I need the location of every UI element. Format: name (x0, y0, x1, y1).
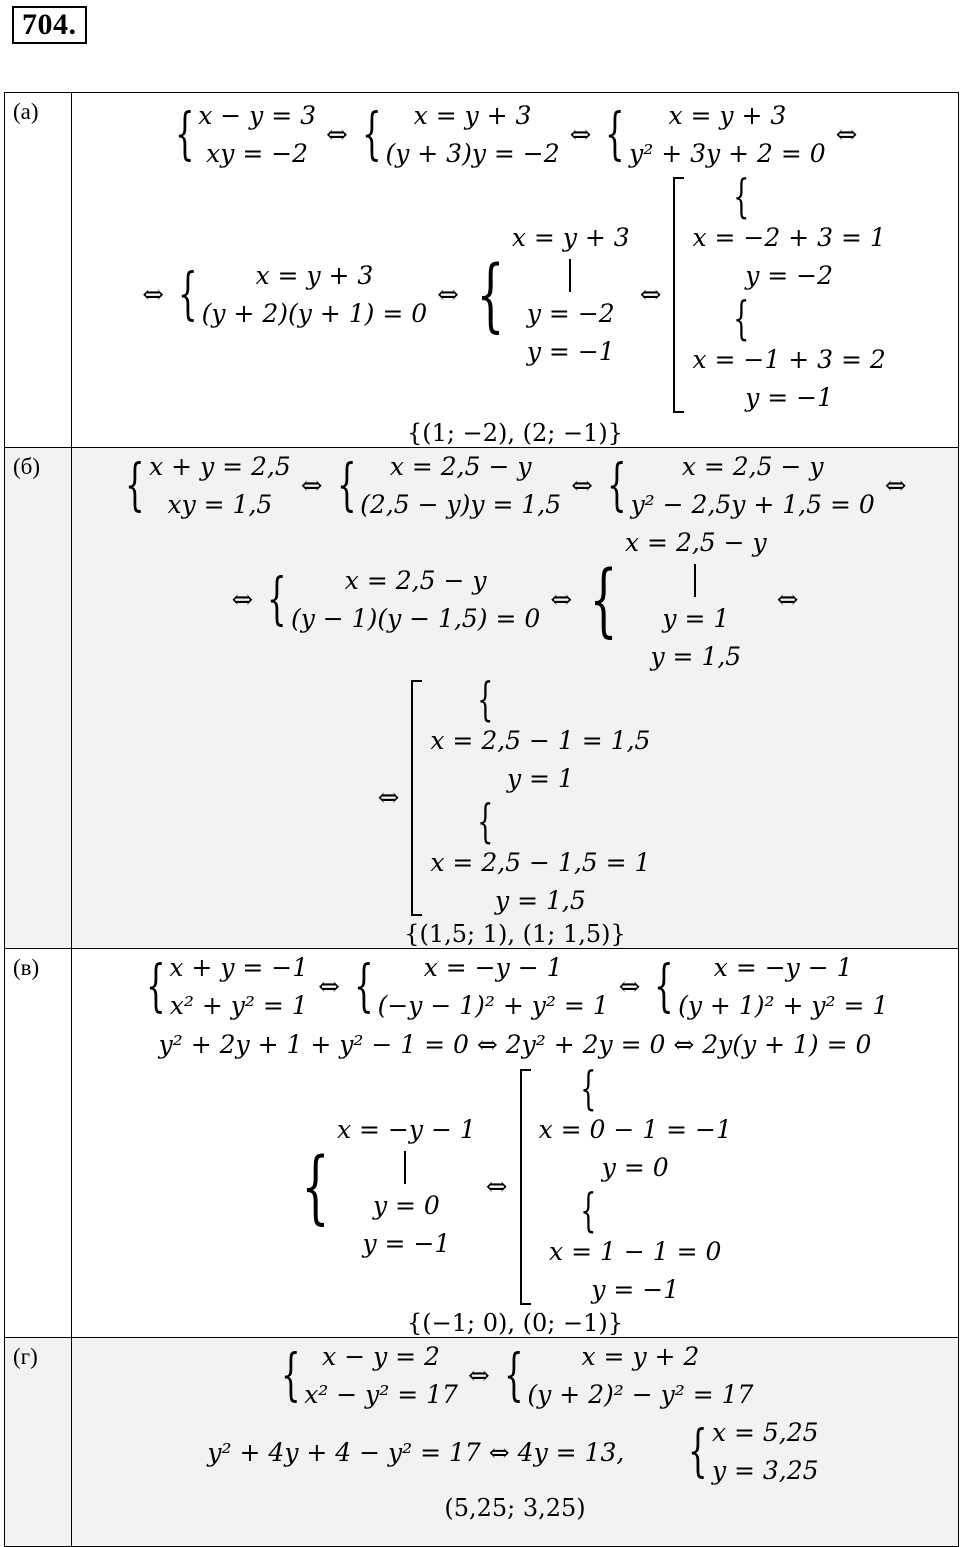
solution-table (4, 92, 959, 1547)
equiv-symbol: ⇔ (318, 972, 340, 1002)
math-line (72, 1338, 958, 1414)
equation-system: { x − y = 2 x² − y² = 17 (280, 1342, 458, 1409)
equation-system: { x − y = 3 xy = −2 (174, 101, 317, 168)
equiv-symbol: ⇔ (300, 471, 323, 501)
answer: {(1,5; 1), (1; 1,5)} (404, 920, 626, 948)
equiv-symbol: ⇔ (231, 585, 254, 615)
math-line (72, 448, 958, 524)
equiv-symbol: ⇔ (485, 1172, 508, 1202)
equiv-symbol: ⇔ (571, 471, 593, 501)
math-line: y² + 2y + 1 + y² − 1 = 0 ⇔ 2y² + 2y = 0 ⇔ 2y(y + 1) = 0 (158, 1030, 872, 1059)
equation-system: { x = 2,5 − y y = 1 y = 1,5 (589, 528, 767, 671)
equiv-symbol: ⇔ (618, 972, 641, 1002)
equation-system: { x = y + 3 y² + 3y + 2 = 0 (605, 101, 826, 168)
equation-system: { x = y + 3 (y + 3)y = −2 (361, 101, 560, 168)
solution-set-bracket: { x = 2,5 − 1 = 1,5 y = 1 { x = 2,5 − 1,5 = 1 y = 1,5 (409, 676, 654, 920)
row-math (72, 448, 959, 949)
equiv-symbol: ⇔ (835, 120, 858, 150)
row-label: (б) (5, 448, 72, 949)
equation-system: { x = −y − 1 (−y − 1)² + y² = 1 (353, 953, 609, 1020)
row-label: (в) (5, 949, 72, 1338)
solution-row-d (5, 1338, 959, 1547)
equation-system: { x = 2,5 − y (2,5 − y)y = 1,5 (336, 452, 562, 519)
equation-system: { x = −y − 1 y = 0 y = −1 (301, 1115, 476, 1258)
problem-number: 704. (12, 6, 87, 44)
row-label: (а) (5, 93, 72, 448)
equation-system: { x = 5,25 y = 3,25 (688, 1418, 819, 1485)
equiv-symbol: ⇔ (437, 280, 459, 310)
row-math (72, 949, 959, 1338)
answer: (5,25; 3,25) (444, 1494, 586, 1522)
solution-row-a (5, 93, 959, 448)
equation-system: { x = 2,5 − y y² − 2,5y + 1,5 = 0 (606, 452, 875, 519)
math-line (72, 524, 958, 676)
math-line (72, 97, 958, 173)
solution-row-c (5, 949, 959, 1338)
math-line (72, 949, 958, 1025)
equiv-symbol: ⇔ (884, 471, 907, 501)
solution-set-bracket: { x = 0 − 1 = −1 y = 0 { x = 1 − 1 = 0 y = −1 (518, 1065, 736, 1309)
answer: {(−1; 0), (0; −1)} (407, 1309, 623, 1337)
row-math (72, 1338, 959, 1547)
equiv-symbol: ⇔ (569, 120, 592, 150)
answer: {(1; −2), (2; −1)} (407, 419, 623, 447)
math-line (72, 169, 958, 417)
equiv-symbol: ⇔ (776, 585, 799, 615)
equation-system: { x = y + 3 y = −2 y = −1 (476, 223, 630, 366)
solution-set-bracket: { x = −2 + 3 = 1 y = −2 { x = −1 + 3 = 2 y = −1 (671, 173, 889, 417)
equation-system: { x = y + 2 (y + 2)² − y² = 17 (503, 1342, 754, 1409)
math-line (72, 1414, 958, 1490)
equation-system: { x + y = 2,5 xy = 1,5 (125, 452, 291, 519)
math-line (72, 672, 958, 920)
equation-system: { x = 2,5 − y (y − 1)(y − 1,5) = 0 (267, 566, 541, 633)
math-line (72, 1061, 958, 1309)
equation-text: y² + 4y + 4 − y² = 17 ⇔ 4y = 13, (207, 1437, 625, 1467)
equation-system: { x = y + 3 (y + 2)(y + 1) = 0 (178, 261, 428, 328)
row-label: (г) (5, 1338, 72, 1547)
equiv-symbol: ⇔ (377, 783, 400, 813)
solution-row-b (5, 448, 959, 949)
equiv-symbol: ⇔ (550, 585, 573, 615)
equiv-symbol: ⇔ (639, 280, 662, 310)
row-math (72, 93, 959, 448)
equiv-symbol: ⇔ (326, 120, 348, 150)
equation-system: { x = −y − 1 (y + 1)² + y² = 1 (654, 953, 889, 1020)
equation-system: { x + y = −1 x² + y² = 1 (145, 953, 309, 1020)
equiv-symbol: ⇔ (467, 1361, 490, 1391)
equiv-symbol: ⇔ (142, 280, 165, 310)
